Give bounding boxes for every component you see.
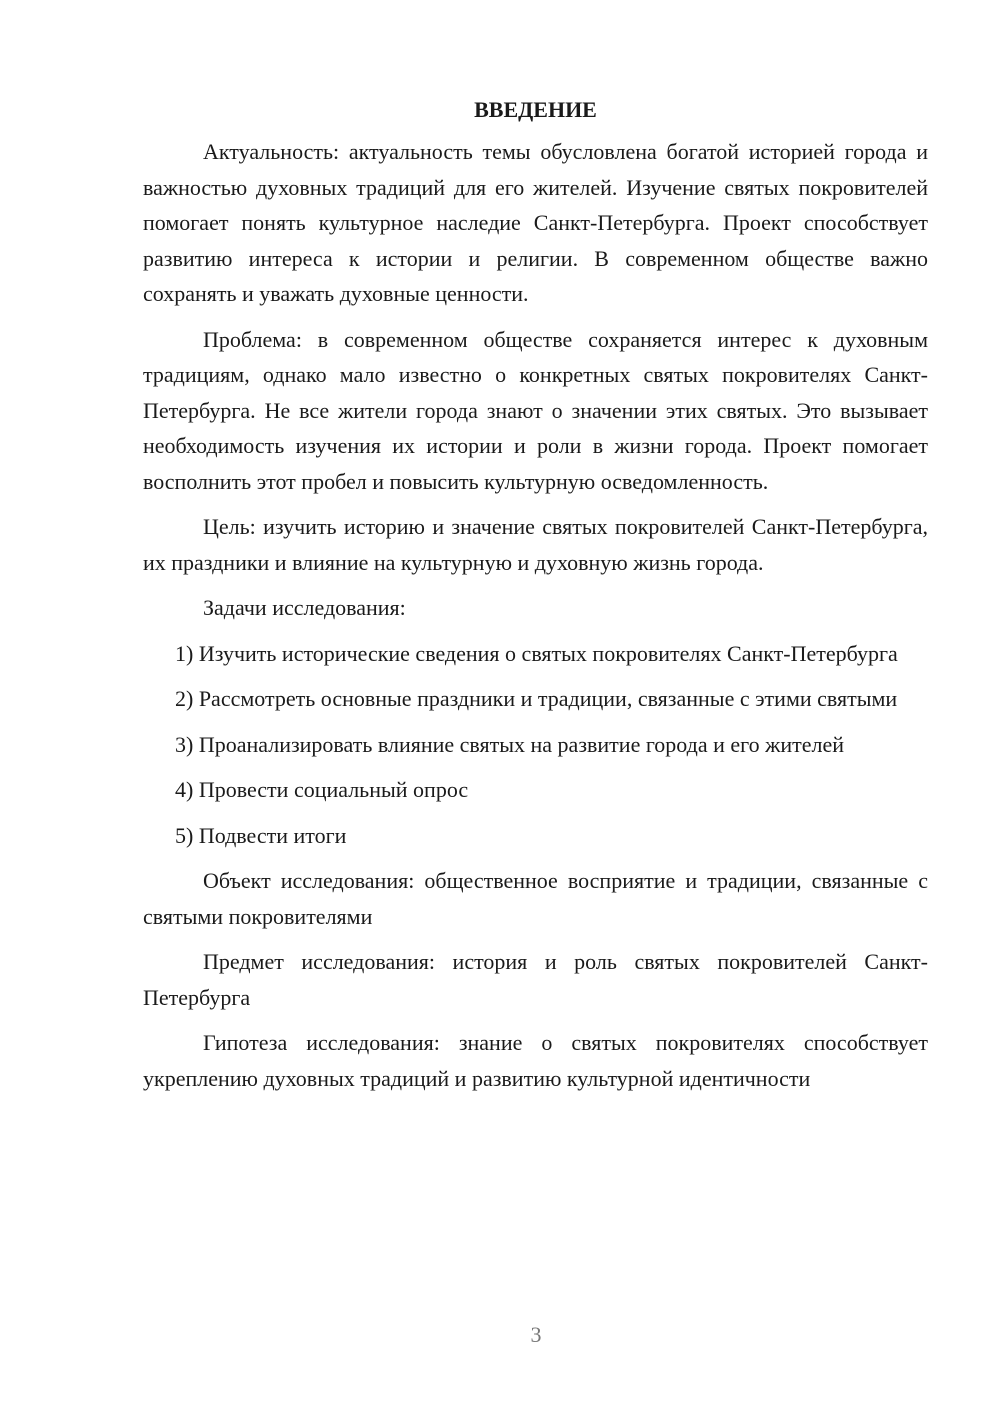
document-page [143,90,928,1106]
task-item-2: 2) Рассмотреть основные праздники и традиции, связанные с этими святыми [175,686,898,711]
object-paragraph: Объект исследования: общественное восприятие и традиции, связанные с святыми покровителями [143,868,928,929]
task-item-5: 5) Подвести итоги [175,822,347,848]
task-item-3: 3) Проанализировать влияние святых на развитие города и его жителей [175,731,845,757]
task-item-1: 1) Изучить исторические сведения о святых покровителях Санкт-Петербурга [175,640,898,666]
relevance-paragraph: Актуальность: актуальность темы обусловлена богатой историей города и важностью духовных традиций для его жителей. Изучение святых покровителей помогает понять культурное наследие Санкт-Петербурга. Проект способствует развитию интереса к истории и религии. В современном обществе важно сохранять и уважать духовные ценности. [143,139,928,306]
subject-paragraph: Предмет исследования: история и роль святых покровителей Санкт-Петербурга [143,949,928,1010]
section-heading: ВВЕДЕНИЕ [474,97,597,122]
problem-paragraph: Проблема: в современном обществе сохраняется интерес к духовным традициям, однако мало известно о конкретных святых покровителях Санкт-Петербурга. Не все жители города знают о значении этих святых. Это вызывает необходимость изучения их истории и роли в жизни города. Проект помогает восполнить этот пробел и повысить культурную осведомленность. [143,326,928,494]
goal-paragraph: Цель: изучить историю и значение святых покровителей Санкт-Петербурга, их праздники и влияние на культурную и духовную жизнь города. [143,514,928,575]
page-number: 3 [530,1322,542,1347]
task-item-4: 4) Провести социальный опрос [175,777,469,802]
tasks-title: Задачи исследования: [203,595,406,620]
hypothesis-paragraph: Гипотеза исследования: знание о святых покровителях способствует укреплению духовных традиций и развитию культурной идентичности [143,1030,928,1091]
